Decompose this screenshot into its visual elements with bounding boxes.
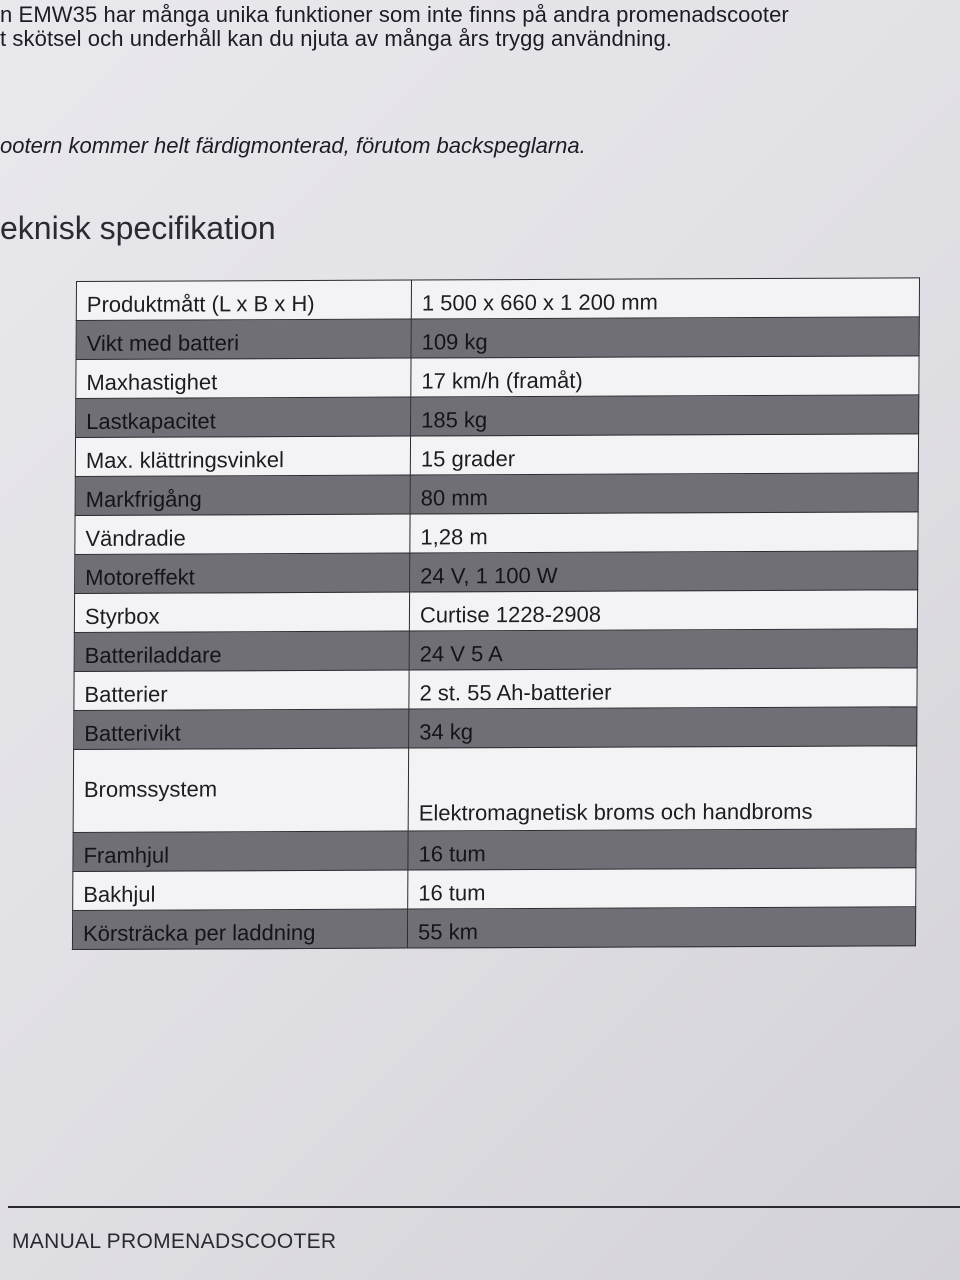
spec-value: 34 kg bbox=[409, 707, 917, 748]
spec-value: 80 mm bbox=[410, 473, 918, 514]
spec-label: Vikt med batteri bbox=[76, 319, 411, 359]
spec-label: Bakhjul bbox=[73, 870, 408, 910]
table-row bbox=[73, 829, 916, 872]
spec-label: Batterivikt bbox=[74, 709, 409, 749]
spec-value: 109 kg bbox=[411, 317, 919, 358]
assembly-note: ootern kommer helt färdigmonterad, förutom backspeglarna. bbox=[0, 133, 586, 158]
table-row bbox=[76, 356, 919, 399]
table-row bbox=[75, 512, 918, 555]
footer-title: MANUAL PROMENADSCOOTER bbox=[12, 1230, 337, 1253]
table-row bbox=[75, 473, 918, 516]
table-row bbox=[76, 317, 919, 360]
spec-value: 1 500 x 660 x 1 200 mm bbox=[411, 278, 919, 319]
intro-text-line-1: n EMW35 har många unika funktioner som inte finns på andra promenadscooter bbox=[0, 2, 789, 27]
spec-label: Maxhastighet bbox=[76, 358, 411, 398]
table-row bbox=[74, 590, 917, 633]
spec-value: 15 grader bbox=[410, 434, 918, 475]
spec-label: Lastkapacitet bbox=[76, 397, 411, 437]
spec-label: Vändradie bbox=[75, 514, 410, 554]
table-row bbox=[74, 629, 917, 672]
table-row bbox=[72, 907, 915, 950]
table-row bbox=[75, 551, 918, 594]
spec-value: 55 km bbox=[407, 907, 915, 948]
spec-label: Motoreffekt bbox=[75, 553, 410, 593]
spec-label: Bromssystem bbox=[73, 748, 409, 832]
spec-label: Styrbox bbox=[74, 592, 409, 632]
intro-text-line-2: t skötsel och underhåll kan du njuta av många års trygg användning. bbox=[0, 26, 673, 51]
spec-label: Markfrigång bbox=[75, 475, 410, 515]
spec-label: Max. klättringsvinkel bbox=[75, 436, 410, 476]
spec-value: 1,28 m bbox=[410, 512, 918, 553]
table-row bbox=[76, 278, 919, 321]
spec-value: 17 km/h (framåt) bbox=[411, 356, 919, 397]
section-heading: eknisk specifikation bbox=[0, 210, 276, 246]
spec-label: Framhjul bbox=[73, 831, 408, 871]
spec-value: 16 tum bbox=[408, 868, 916, 909]
table-row bbox=[76, 395, 919, 438]
footer-divider bbox=[8, 1206, 960, 1208]
spec-value: 16 tum bbox=[408, 829, 916, 870]
spec-value: Curtise 1228-2908 bbox=[409, 590, 917, 631]
table-row bbox=[73, 868, 916, 911]
spec-value: 2 st. 55 Ah-batterier bbox=[409, 668, 917, 709]
table-row bbox=[74, 707, 917, 750]
spec-label: Batterier bbox=[74, 670, 409, 710]
spec-value: Elektromagnetisk broms och handbroms bbox=[408, 746, 917, 831]
spec-table bbox=[72, 277, 920, 950]
spec-label: Batteriladdare bbox=[74, 631, 409, 671]
spec-value: 185 kg bbox=[411, 395, 919, 436]
spec-value: 24 V, 1 100 W bbox=[410, 551, 918, 592]
spec-label: Körsträcka per laddning bbox=[72, 909, 407, 949]
table-row bbox=[74, 668, 917, 711]
table-row bbox=[75, 434, 918, 477]
table-row bbox=[73, 746, 917, 833]
spec-label: Produktmått (L x B x H) bbox=[76, 280, 411, 320]
spec-value: 24 V 5 A bbox=[409, 629, 917, 670]
